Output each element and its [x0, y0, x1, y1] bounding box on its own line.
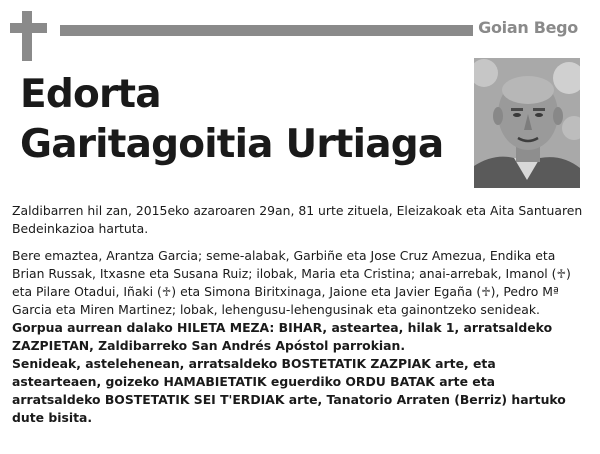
name-surnames: Garitagoitia Urtiaga — [20, 122, 444, 167]
visitation-paragraph: Senideak, astelehenean, arratsaldeko BOSTETATIK ZAZPIAK arte, eta astearteaen, goizeko HAMABIETATIK eguerdiko ORDU BATAK arte eta arratsaldeko BOSTETATIK SEI T'ERDIAK arte, Tanatorio Arraten (Berriz) hartuko dute bisita. — [12, 356, 566, 425]
cross-icon-horizontal — [10, 23, 47, 33]
obituary-body — [12, 202, 584, 427]
header-divider — [60, 25, 473, 36]
portrait-photo — [474, 58, 580, 188]
location-label: Goian Bego — [478, 18, 578, 37]
funeral-mass-paragraph: Gorpua aurrean dalako HILETA MEZA: BIHAR, asteartea, hilak 1, arratsaldeko ZAZPIETAN, Zaldibarreko San Andrés Apóstol parrokian. — [12, 320, 553, 353]
portrait-illustration — [474, 58, 580, 188]
death-notice-paragraph: Zaldibarren hil zan, 2015eko azaroaren 29an, 81 urte zituela, Eleizakoak eta Aita Santuaren Bedeinkazioa hartuta. — [12, 203, 583, 236]
relatives-paragraph: Bere emaztea, Arantza Garcia; seme-alabak, Garbiñe eta Jose Cruz Amezua, Endika eta Brian Russak, Itxasne eta Susana Ruiz; ilobak, Maria eta Cristina; anai-arrebak, Imanol (♱) eta Pilare Otadui, Iñaki (♱) eta Simona Biritxinaga, Jaione eta Javier Egaña (♱), Pedro Mª Garcia eta Miren Martinez; lobak, lehengusu-lehengusinak eta gainontzeko senideak. — [12, 248, 571, 317]
name-first: Edorta — [20, 72, 161, 117]
cross-icon-vertical — [22, 11, 32, 61]
deceased-name — [20, 70, 460, 170]
